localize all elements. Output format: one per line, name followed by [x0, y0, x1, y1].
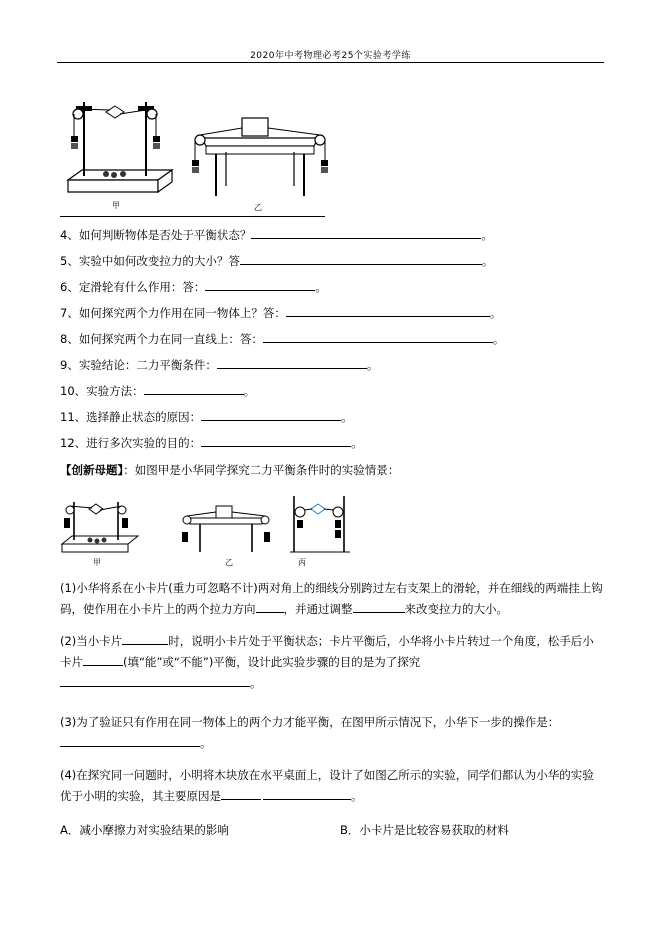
- caption-bing-bottom: 丙: [298, 558, 306, 567]
- answer-blank[interactable]: [256, 602, 284, 613]
- question-11: 11、选择静止状态的原因： 。: [60, 410, 353, 424]
- page-header: 2020年中考物理必考25个实验考学练: [250, 51, 411, 61]
- answer-blank[interactable]: [251, 227, 481, 239]
- figure-yi-bottom: [180, 504, 272, 554]
- option-a: A．减小摩擦力对实验结果的影响: [60, 823, 229, 837]
- caption-yi-bottom: 乙: [225, 558, 233, 567]
- answer-blank[interactable]: [83, 655, 123, 666]
- answer-blank[interactable]: [60, 676, 250, 687]
- answer-blank[interactable]: [122, 634, 168, 645]
- question-9: 9、实验结论：二力平衡条件： 。: [60, 358, 379, 372]
- part-4: (4)在探究同一问题时，小明将木块放在水平桌面上，设计了如图乙所示的实验，同学们都认为小华的实验优于小明的实验，其主要原因是 。: [60, 768, 594, 803]
- answer-blank[interactable]: [286, 305, 490, 317]
- question-12: 12、进行多次实验的目的： 。: [60, 436, 363, 450]
- answer-blank[interactable]: [353, 602, 405, 613]
- caption-jia-bottom: 甲: [93, 558, 101, 567]
- answer-blank[interactable]: [201, 409, 341, 421]
- question-7: 7、如何探究两个力作用在同一物体上？答： 。: [60, 306, 502, 320]
- caption-jia-top: 甲: [112, 201, 120, 210]
- answer-blank[interactable]: [205, 279, 315, 291]
- question-6: 6、定滑轮有什么作用：答： 。: [60, 280, 327, 294]
- answer-blank[interactable]: [144, 383, 244, 395]
- part-2: (2)当小卡片 时，说明小卡片处于平衡状态；卡片平衡后，小华将小卡片转过一个角度，松手后小卡片 (填“能”或“不能”)平衡，设计此实验步骤的目的是为了探究。: [60, 634, 594, 690]
- question-8: 8、如何探究两个力在同一直线上：答： 。: [60, 332, 505, 346]
- caption-yi-top: 乙: [254, 203, 262, 212]
- answer-blank[interactable]: [263, 331, 493, 343]
- question-10: 10、实验方法： 。: [60, 384, 256, 398]
- answer-blank[interactable]: [217, 357, 367, 369]
- answer-blank[interactable]: [201, 435, 351, 447]
- answer-blank[interactable]: [240, 253, 482, 265]
- answer-blank[interactable]: [60, 736, 200, 747]
- question-5: 5、实验中如何改变拉力的大小？答 。: [60, 254, 494, 268]
- innovation-intro: 【创新母题】：如图甲是小华同学探究二力平衡条件时的实验情景：: [60, 463, 400, 477]
- figure-yi-top: [190, 116, 330, 198]
- answer-blank[interactable]: [263, 789, 351, 800]
- innovation-tag: 【创新母题】: [60, 463, 124, 477]
- part-1: (1)小华将系在小卡片(重力可忽略不计)两对角上的细线分别跨过左右支架上的滑轮，并在细线的两端挂上钩码，使作用在小卡片上的两个拉力方向 ，并通过调整 来改变拉力的大小。: [60, 581, 603, 616]
- option-b: B．小卡片是比较容易获取的材料: [340, 823, 509, 837]
- figure-bing-bottom: [290, 494, 354, 556]
- part-3: (3)为了验证只有作用在同一物体上的两个力才能平衡，在图甲所示情况下，小华下一步的操作是：。: [60, 715, 560, 750]
- figure-jia-bottom: [60, 498, 140, 556]
- header-divider: [57, 62, 604, 63]
- figure-divider: [60, 216, 325, 217]
- figure-jia-top: [66, 92, 176, 198]
- question-4: 4、如何判断物体是否处于平衡状态？ 。: [60, 228, 493, 242]
- answer-blank[interactable]: [221, 789, 261, 800]
